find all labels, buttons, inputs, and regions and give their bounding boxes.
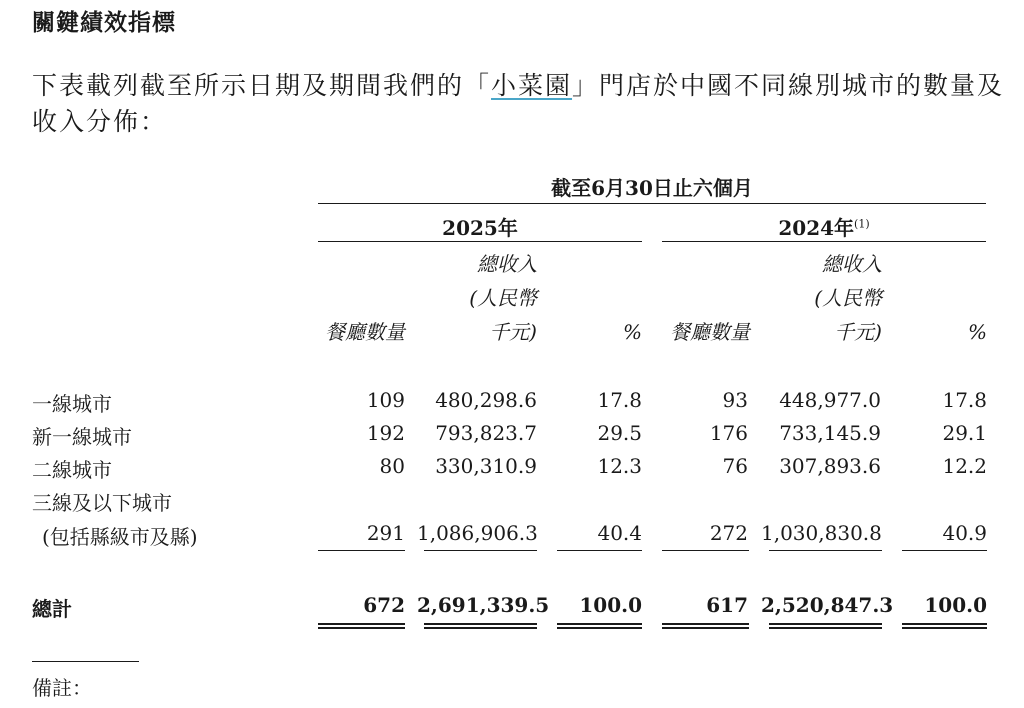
cell: 793,823.7 — [435, 421, 537, 445]
row-label: 二線城市 — [32, 458, 112, 482]
row-label: 三線及以下城市 — [32, 491, 172, 515]
cell: 76 — [722, 454, 748, 478]
total-cell: 2,691,339.5 — [417, 593, 550, 617]
col-revenue-2025-l3: 千元) — [489, 320, 537, 344]
year-header-2025 — [318, 212, 642, 241]
col-revenue-2025-l1: 總收入 — [477, 252, 537, 276]
period-header: 截至6月30日止六個月 — [551, 176, 753, 200]
total-double-rule — [902, 623, 987, 629]
year-2024-note: (1) — [854, 217, 870, 231]
cell: 40.9 — [942, 521, 987, 545]
year-2025-label: 2025年 — [442, 216, 518, 240]
row-label-sub: (包括縣級市及縣) — [42, 525, 198, 549]
cell: 480,298.6 — [435, 388, 537, 412]
total-double-rule — [769, 623, 882, 629]
subtotal-rule — [318, 550, 405, 551]
intro-text-pre: 下表載列截至所示日期及期間我們的「 — [32, 71, 492, 100]
cell: 448,977.0 — [779, 388, 881, 412]
col-revenue-2024-l1: 總收入 — [822, 252, 882, 276]
footnote-label: 備註： — [32, 676, 92, 700]
cell: 192 — [366, 421, 405, 445]
cell: 272 — [709, 521, 748, 545]
col-revenue-2025 — [420, 247, 537, 349]
cell: 330,310.9 — [435, 454, 537, 478]
total-cell: 617 — [706, 593, 748, 617]
col-restaurants-2024: 餐廳數量 — [670, 320, 750, 344]
subtotal-rule — [424, 550, 537, 551]
total-cell: 672 — [363, 593, 405, 617]
cell: 109 — [366, 388, 405, 412]
cell: 307,893.6 — [779, 454, 881, 478]
col-revenue-2024 — [765, 247, 882, 349]
year-rule-2025 — [318, 241, 642, 242]
intro-line-1 — [32, 66, 1004, 102]
cell: 29.5 — [597, 421, 642, 445]
subtotal-rule — [902, 550, 987, 551]
cell: 176 — [709, 421, 748, 445]
year-header-2024 — [662, 212, 986, 241]
period-rule — [318, 203, 986, 204]
year-rule-2024 — [662, 241, 986, 242]
total-double-rule — [557, 623, 642, 629]
cell: 93 — [722, 388, 748, 412]
total-cell: 2,520,847.3 — [761, 593, 894, 617]
total-cell: 100.0 — [579, 593, 642, 617]
total-double-rule — [424, 623, 537, 629]
col-revenue-2024-l3: 千元) — [834, 320, 882, 344]
brand-link[interactable]: 小菜園 — [491, 71, 573, 100]
total-label: 總計 — [32, 597, 72, 621]
cell: 12.3 — [597, 454, 642, 478]
total-cell: 100.0 — [924, 593, 987, 617]
cell: 17.8 — [597, 388, 642, 412]
subtotal-rule — [662, 550, 749, 551]
total-double-rule — [318, 623, 405, 629]
col-revenue-2025-l2: (人民幣 — [469, 286, 537, 310]
intro-line-2: 收入分佈： — [32, 107, 168, 136]
cell: 291 — [366, 521, 405, 545]
intro-text-post: 」門店於中國不同線別城市的數量及 — [572, 71, 1005, 100]
cell: 80 — [379, 454, 405, 478]
subtotal-rule — [769, 550, 882, 551]
year-2024-label: 2024年 — [778, 216, 855, 240]
cell: 12.2 — [942, 454, 987, 478]
col-restaurants-2025: 餐廳數量 — [325, 320, 405, 344]
cell: 733,145.9 — [779, 421, 881, 445]
col-pct-2025: % — [622, 320, 642, 344]
row-label: 新一線城市 — [32, 425, 132, 449]
row-label: 一線城市 — [32, 392, 112, 416]
col-revenue-2024-l2: (人民幣 — [814, 286, 882, 310]
cell: 1,086,906.3 — [417, 521, 538, 545]
cell: 17.8 — [942, 388, 987, 412]
subtotal-rule — [557, 550, 642, 551]
cell: 29.1 — [942, 421, 987, 445]
cell: 40.4 — [597, 521, 642, 545]
section-heading: 關鍵績效指標 — [32, 10, 176, 36]
col-pct-2024: % — [967, 320, 987, 344]
total-double-rule — [662, 623, 749, 629]
footnote-rule — [32, 661, 139, 662]
cell: 1,030,830.8 — [761, 521, 882, 545]
